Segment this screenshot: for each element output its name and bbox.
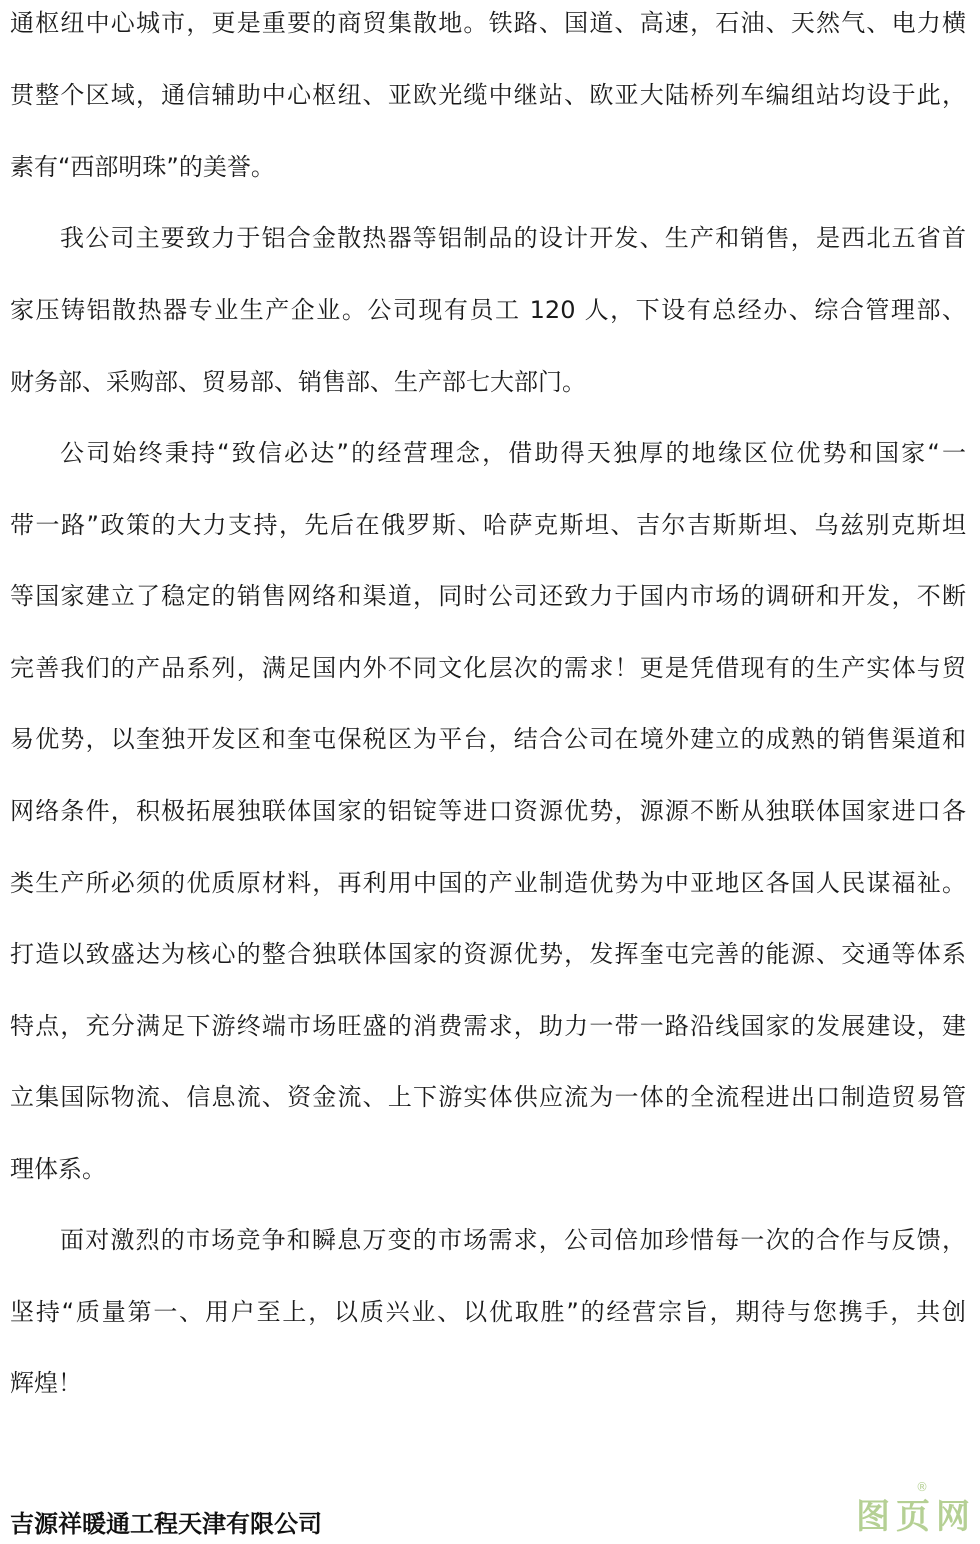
paragraph-first-line: 面对激烈的市场竞争和瞬息万变的市场需求，公司倍加珍惜每一次的合作与反馈， (60, 1226, 966, 1254)
paragraph-first-line: 我公司主要致力于铝合金散热器等铝制品的设计开发、生产和销售，是西北五省首 (60, 224, 966, 252)
text-line: 辉煌！ (10, 1369, 82, 1397)
watermark-logo (856, 1480, 976, 1540)
text-line: 易优势，以奎独开发区和奎屯保税区为平台，结合公司在境外建立的成熟的销售渠道和 (10, 725, 966, 753)
company-signature: 吉源祥暖通工程天津有限公司 (10, 1510, 322, 1538)
text-line: 网络条件，积极拓展独联体国家的铝锭等进口资源优势，源源不断从独联体国家进口各 (10, 797, 966, 825)
text-line: 带一路”政策的大力支持，先后在俄罗斯、哈萨克斯坦、吉尔吉斯斯坦、乌兹别克斯坦 (10, 511, 966, 539)
watermark-text: 图页网 (856, 1497, 976, 1537)
text-line: 坚持“质量第一、用户至上，以质兴业、以优取胜”的经营宗旨，期待与您携手，共创 (10, 1298, 966, 1326)
text-line: 家压铸铝散热器专业生产企业。公司现有员工 120 人，下设有总经办、综合管理部、 (10, 296, 966, 324)
text-line: 等国家建立了稳定的销售网络和渠道，同时公司还致力于国内市场的调研和开发，不断 (10, 582, 966, 610)
text-line: 通枢纽中心城市，更是重要的商贸集散地。铁路、国道、高速，石油、天然气、电力横 (10, 9, 966, 37)
text-line: 理体系。 (10, 1155, 106, 1183)
registered-mark-icon: ® (916, 1480, 928, 1494)
text-line: 贯整个区域，通信辅助中心枢纽、亚欧光缆中继站、欧亚大陆桥列车编组站均设于此， (10, 81, 966, 109)
paragraph-first-line: 公司始终秉持“致信必达”的经营理念，借助得天独厚的地缘区位优势和国家“一 (60, 439, 966, 467)
text-line: 财务部、采购部、贸易部、销售部、生产部七大部门。 (10, 368, 586, 396)
text-line: 特点，充分满足下游终端市场旺盛的消费需求，助力一带一路沿线国家的发展建设，建 (10, 1012, 966, 1040)
text-line: 打造以致盛达为核心的整合独联体国家的资源优势，发挥奎屯完善的能源、交通等体系 (10, 940, 966, 968)
text-line: 类生产所必须的优质原材料，再利用中国的产业制造优势为中亚地区各国人民谋福祉。 (10, 869, 966, 897)
text-line: 素有“西部明珠”的美誉。 (10, 153, 275, 181)
text-line: 立集国际物流、信息流、资金流、上下游实体供应流为一体的全流程进出口制造贸易管 (10, 1083, 966, 1111)
text-line: 完善我们的产品系列，满足国内外不同文化层次的需求！更是凭借现有的生产实体与贸 (10, 654, 966, 682)
